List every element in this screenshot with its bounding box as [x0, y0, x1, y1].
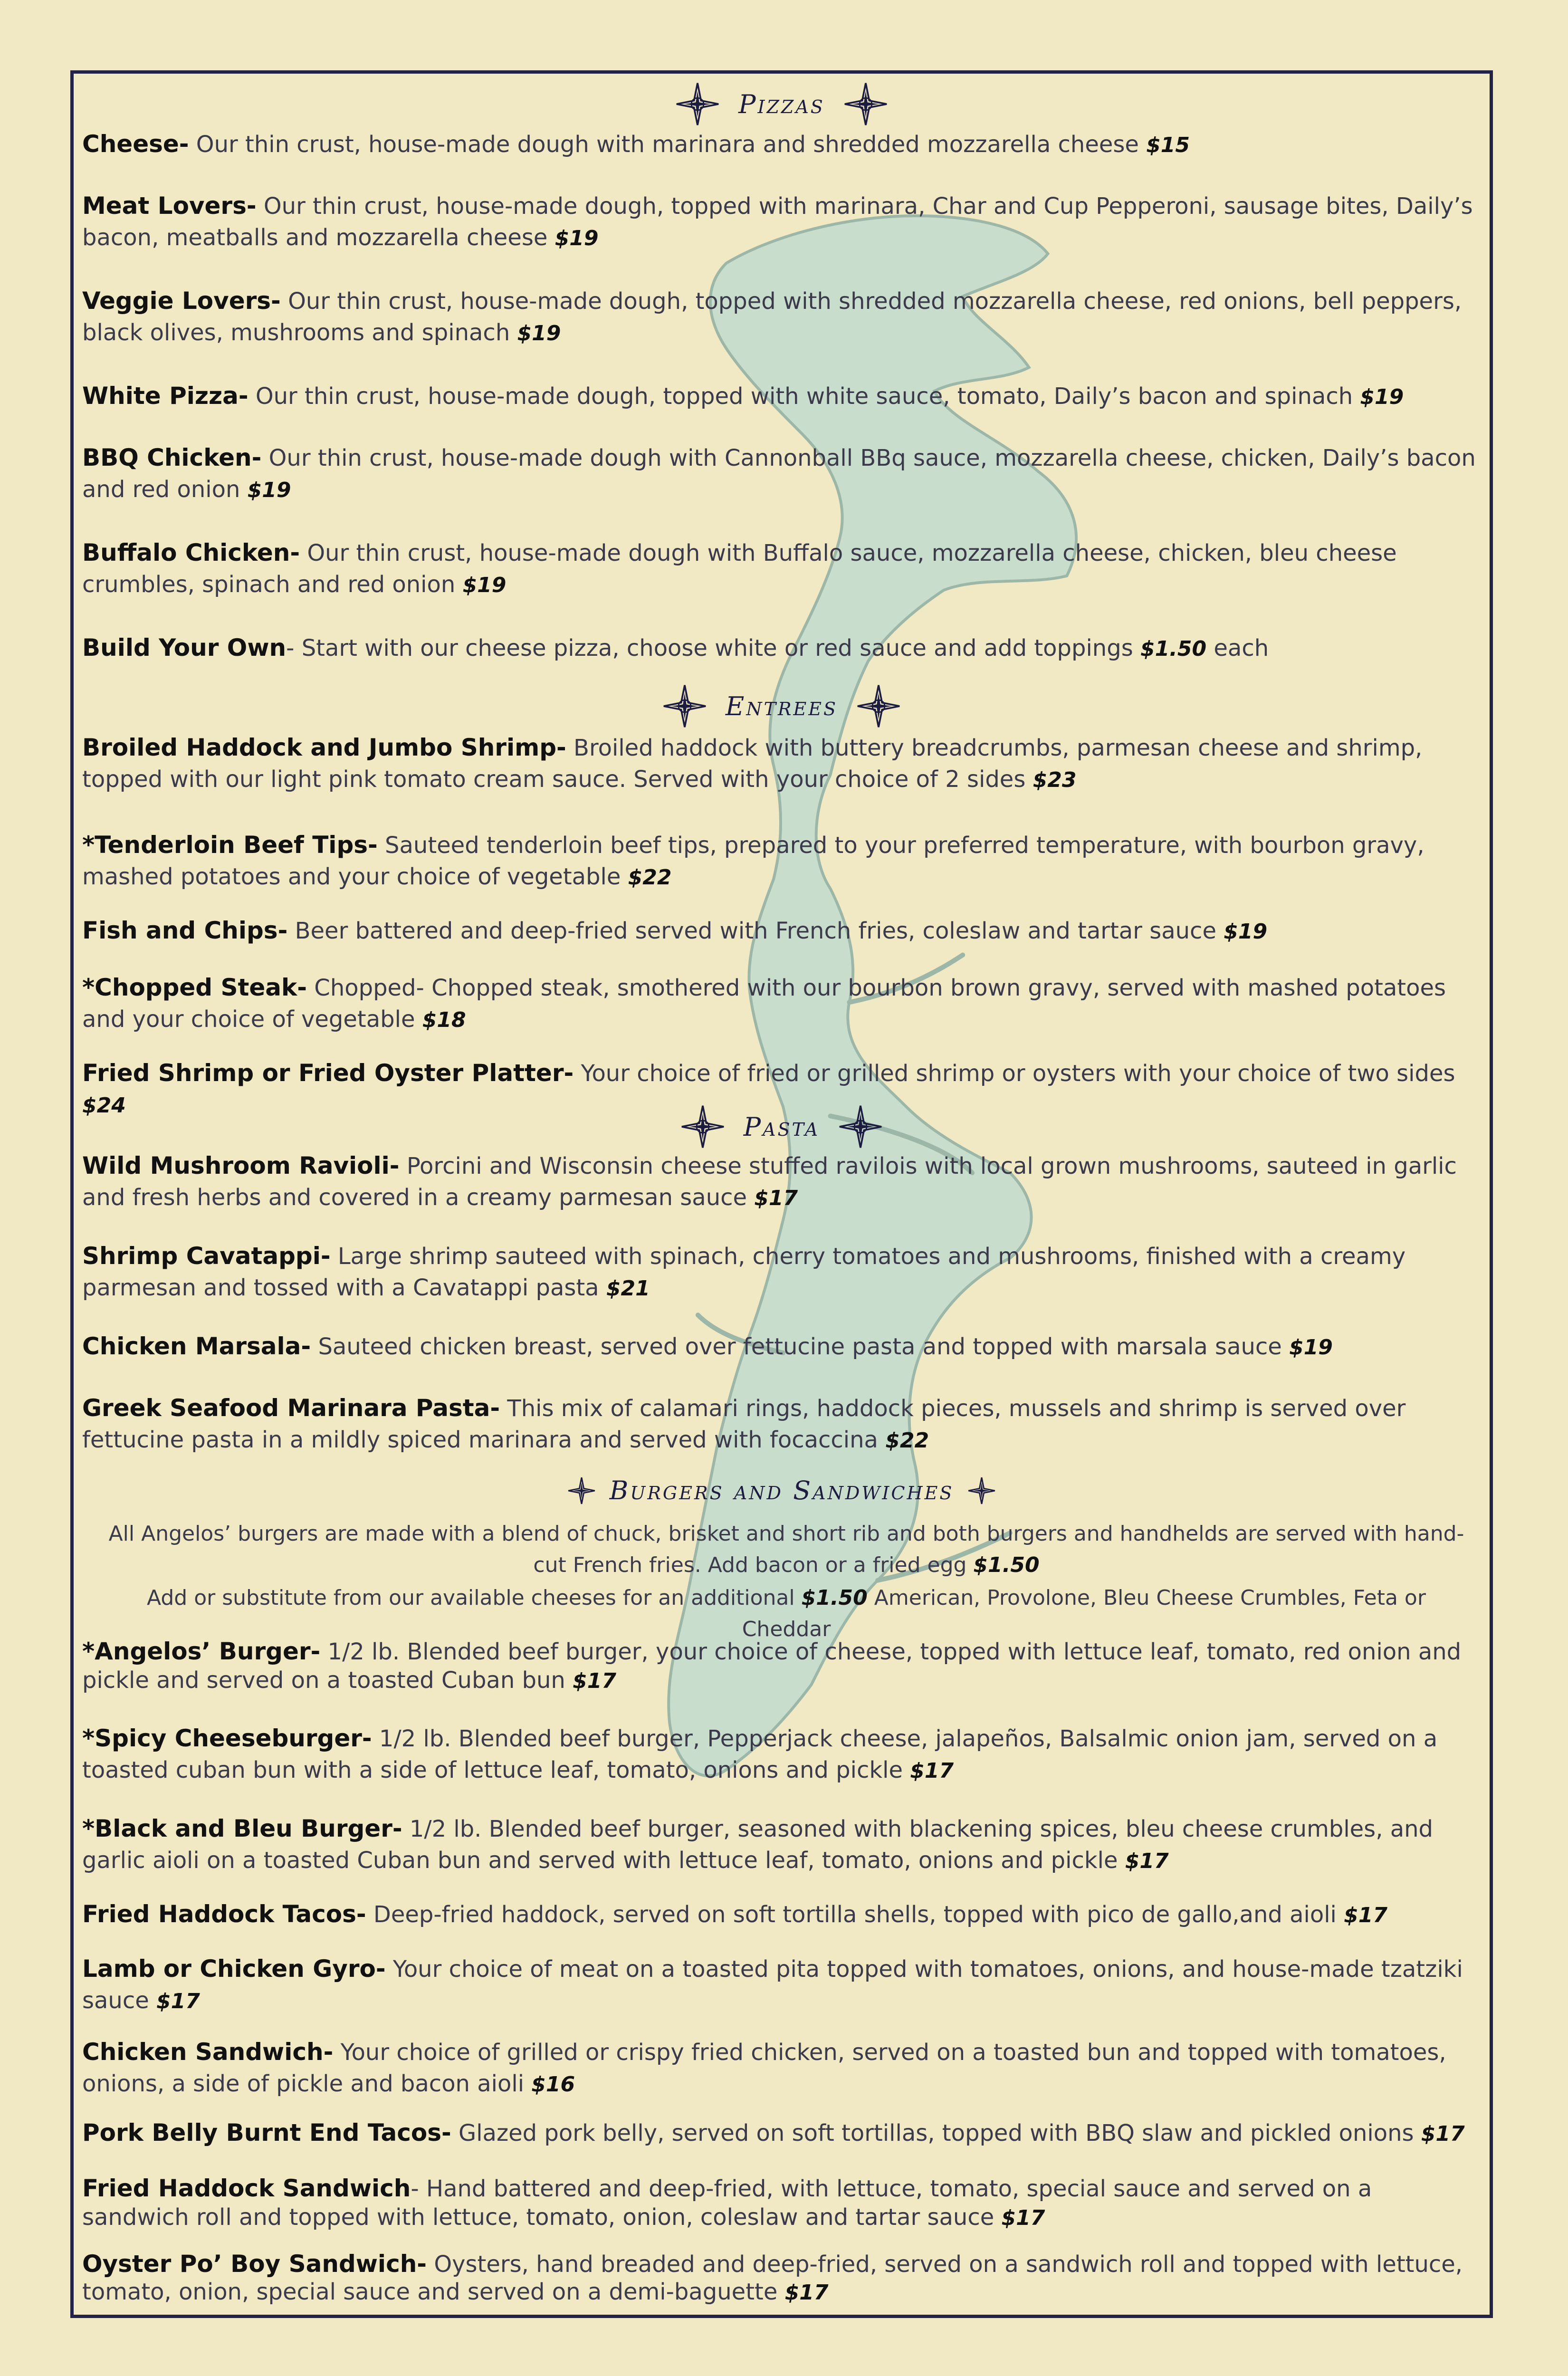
item-description: Deep-fried haddock, served on soft tortilla shells, topped with pico de gallo,and aioli: [366, 1901, 1344, 1928]
item-price: $16: [531, 2072, 575, 2097]
item-description: Your choice of meat on a toasted pita topped with tomatoes, onions, and house-made tzatziki sauce: [82, 1956, 1463, 2014]
item-name: *Spicy Cheeseburger-: [82, 1725, 372, 1752]
item-name: Greek Seafood Marinara Pasta-: [82, 1394, 500, 1422]
item-price: $19: [462, 573, 507, 597]
menu-item: [82, 380, 1484, 413]
item-price: $19: [1360, 385, 1404, 409]
item-description: Beer battered and deep-fried served with French fries, coleslaw and tartar sauce: [287, 918, 1224, 944]
item-name: Meat Lovers-: [82, 192, 257, 220]
item-price: $17: [1001, 2206, 1045, 2230]
menu-content: [74, 74, 1490, 2315]
item-price: $17: [754, 1186, 798, 1210]
cheese-note-text: Add or substitute from our available cheeses for an additional: [147, 1586, 802, 1610]
item-price: $22: [885, 1428, 929, 1453]
item-description: Oysters, hand breaded and deep-fried, served on a sandwich roll and topped with lettuce, tomato, onion, special sauce and served on a demi-baguette: [82, 2251, 1463, 2305]
item-name: Cheese-: [82, 130, 189, 158]
item-name: Buffalo Chicken-: [82, 539, 300, 566]
item-name: *Chopped Steak-: [82, 974, 307, 1001]
menu-item: [82, 1898, 1484, 1931]
item-name: Fish and Chips-: [82, 917, 288, 944]
item-name: BBQ Chicken-: [82, 444, 262, 471]
item-name: *Black and Bleu Burger-: [82, 1815, 402, 1842]
menu-item: [82, 632, 1484, 665]
section-title-pizzas: Pizzas: [738, 89, 825, 119]
item-price: $19: [1224, 920, 1268, 944]
item-name: White Pizza-: [82, 382, 249, 410]
item-price: $17: [156, 1989, 200, 2013]
menu-item: [82, 1813, 1484, 1877]
item-description: - Hand battered and deep-fried, with lettuce, tomato, special sauce and served on a sandwich roll and topped with lettuce, tomato, onion, coleslaw and tartar sauce: [82, 2175, 1372, 2231]
menu-item: [82, 2250, 1484, 2307]
item-price: $18: [422, 1008, 466, 1032]
burgers-note-text: All Angelos’ burgers are made with a blend of chuck, brisket and short rib and both burgers and handhelds are served with hand-cut French fries. Add bacon or a fried egg: [108, 1522, 1464, 1577]
menu-item: [82, 1150, 1484, 1214]
menu-item: [82, 128, 1484, 161]
item-description: This mix of calamari rings, haddock pieces, mussels and shrimp is served over fettucine pasta in a mildly spiced marinara and served with focaccina: [82, 1395, 1406, 1453]
compass-rose-icon: [568, 1477, 595, 1504]
item-description: Glazed pork belly, served on soft tortillas, topped with BBQ slaw and pickled onions: [451, 2120, 1421, 2146]
item-price: $21: [606, 1276, 650, 1301]
item-name: Chicken Sandwich-: [82, 2038, 334, 2066]
section-title-burgers: Burgers and Sandwiches: [609, 1475, 954, 1505]
section-title-entrees: Entrees: [725, 691, 838, 721]
menu-item: [82, 972, 1484, 1036]
item-suffix: each: [1206, 635, 1269, 661]
menu-item: [82, 2117, 1484, 2150]
item-description: Our thin crust, house-made dough with Cannonball BBq sauce, mozzarella cheese, chicken, Daily’s bacon and red onion: [82, 445, 1476, 503]
menu-item: [82, 1331, 1484, 1363]
compass-rose-icon: [839, 1105, 882, 1149]
menu-item: [82, 1240, 1484, 1304]
item-name: Shrimp Cavatappi-: [82, 1242, 331, 1270]
item-price: $15: [1146, 133, 1190, 157]
menu-item: [82, 1953, 1484, 2017]
item-name: Lamb or Chicken Gyro-: [82, 1955, 386, 1983]
item-description: 1/2 lb. Blended beef burger, your choice of cheese, topped with lettuce leaf, tomato, red onion and pickle and served on a toasted Cuban bun: [82, 1638, 1462, 1694]
item-price: $23: [1033, 768, 1077, 792]
item-name: Fried Shrimp or Fried Oyster Platter-: [82, 1059, 574, 1087]
cheese-note: [102, 1582, 1471, 1645]
item-name: Fried Haddock Sandwich: [82, 2175, 411, 2202]
compass-rose-icon: [968, 1477, 995, 1504]
item-description: Sauteed chicken breast, served over fettucine pasta and topped with marsala sauce: [311, 1333, 1290, 1360]
item-price: $1.50: [1140, 637, 1207, 661]
item-description: Large shrimp sauteed with spinach, cherry tomatoes and mushrooms, finished with a creamy parmesan and tossed with a Cavatappi pasta: [82, 1243, 1406, 1301]
item-description: Our thin crust, house-made dough, topped with marinara, Char and Cup Pepperoni, sausage bites, Daily’s bacon, meatballs and mozzarella cheese: [82, 193, 1473, 251]
menu-item: [82, 190, 1484, 254]
item-name: Chicken Marsala-: [82, 1332, 311, 1360]
item-price: $17: [784, 2280, 829, 2305]
item-name: Pork Belly Burnt End Tacos-: [82, 2119, 451, 2146]
item-description: Your choice of grilled or crispy fried chicken, served on a toasted bun and topped with tomatoes, onions, a side of pickle and bacon aioli: [82, 2039, 1446, 2097]
item-name: Wild Mushroom Ravioli-: [82, 1152, 400, 1179]
section-title-pasta: Pasta: [743, 1111, 820, 1142]
item-price: $17: [1421, 2122, 1465, 2146]
item-name: Build Your Own: [82, 634, 287, 661]
item-price: $17: [1344, 1903, 1388, 1927]
menu-item: [82, 915, 1484, 948]
menu-item: [82, 1637, 1484, 1696]
section-header-pizzas: [74, 82, 1490, 126]
compass-rose-icon: [681, 1105, 725, 1149]
item-description: Our thin crust, house-made dough, topped with white sauce, tomato, Daily’s bacon and spinach: [248, 383, 1360, 410]
compass-rose-icon: [844, 82, 888, 126]
item-description: 1/2 lb. Blended beef burger, seasoned with blackening spices, bleu cheese crumbles, and garlic aioli on a toasted Cuban bun and served with lettuce leaf, tomato, onions and pickle: [82, 1816, 1434, 1874]
menu-item: [82, 829, 1484, 893]
menu-item: [82, 285, 1484, 349]
compass-rose-icon: [663, 684, 707, 728]
item-price: $19: [1289, 1335, 1333, 1360]
burgers-note: [102, 1518, 1471, 1581]
menu-item: [82, 732, 1484, 796]
menu-item: [82, 442, 1484, 506]
item-description: Our thin crust, house-made dough, topped with shredded mozzarella cheese, red onions, bell peppers, black olives, mushrooms and spinach: [82, 288, 1462, 346]
menu-item: [82, 537, 1484, 601]
item-name: *Angelos’ Burger-: [82, 1638, 321, 1665]
cheese-note-price: $1.50: [801, 1586, 868, 1610]
item-name: Veggie Lovers-: [82, 287, 281, 315]
item-price: $19: [247, 478, 291, 502]
item-price: $22: [628, 865, 672, 890]
item-price: $17: [1125, 1849, 1169, 1873]
item-price: $24: [82, 1093, 126, 1118]
item-name: Oyster Po’ Boy Sandwich-: [82, 2250, 427, 2278]
item-description: - Start with our cheese pizza, choose white or red sauce and add toppings: [286, 635, 1140, 661]
menu-item: [82, 1392, 1484, 1456]
item-description: Our thin crust, house-made dough with marinara and shredded mozzarella cheese: [189, 131, 1147, 158]
item-name: Fried Haddock Tacos-: [82, 1900, 366, 1928]
menu-item: [82, 1723, 1484, 1787]
item-description: Our thin crust, house-made dough with Buffalo sauce, mozzarella cheese, chicken, bleu cheese crumbles, spinach and red onion: [82, 540, 1397, 598]
cheese-note-options: American, Provolone, Bleu Cheese Crumbles, Feta or Cheddar: [742, 1586, 1426, 1641]
item-description: 1/2 lb. Blended beef burger, Pepperjack cheese, jalapeños, Balsalmic onion jam, served on a toasted cuban bun with a side of lettuce leaf, tomato, onions and pickle: [82, 1725, 1438, 1783]
item-description: Sauteed tenderloin beef tips, prepared to your preferred temperature, with bourbon gravy, mashed potatoes and your choice of vegetable: [82, 832, 1425, 890]
burgers-note-price: $1.50: [973, 1553, 1040, 1577]
item-description: Your choice of fried or grilled shrimp or oysters with your choice of two sides: [574, 1060, 1455, 1087]
menu-frame: [70, 70, 1493, 2318]
item-price: $19: [555, 226, 599, 250]
compass-rose-icon: [676, 82, 719, 126]
item-price: $19: [517, 321, 561, 345]
section-header-entrees: [74, 684, 1490, 728]
compass-rose-icon: [857, 684, 900, 728]
section-header-burgers: [74, 1475, 1490, 1505]
item-price: $17: [910, 1759, 954, 1783]
item-name: *Tenderloin Beef Tips-: [82, 831, 378, 859]
section-header-pasta: [74, 1105, 1490, 1149]
item-description: Porcini and Wisconsin cheese stuffed ravilois with local grown mushrooms, sauteed in garlic and fresh herbs and covered in a creamy parmesan sauce: [82, 1153, 1457, 1211]
item-description: Broiled haddock with buttery breadcrumbs, parmesan cheese and shrimp, topped with our light pink tomato cream sauce. Served with your choice of 2 sides: [82, 735, 1423, 793]
item-name: Broiled Haddock and Jumbo Shrimp-: [82, 734, 566, 761]
menu-item: [82, 2174, 1484, 2232]
item-price: $17: [573, 1669, 616, 1693]
item-description: Chopped- Chopped steak, smothered with our bourbon brown gravy, served with mashed potatoes and your choice of vegetable: [82, 975, 1446, 1033]
menu-item: [82, 2036, 1484, 2100]
